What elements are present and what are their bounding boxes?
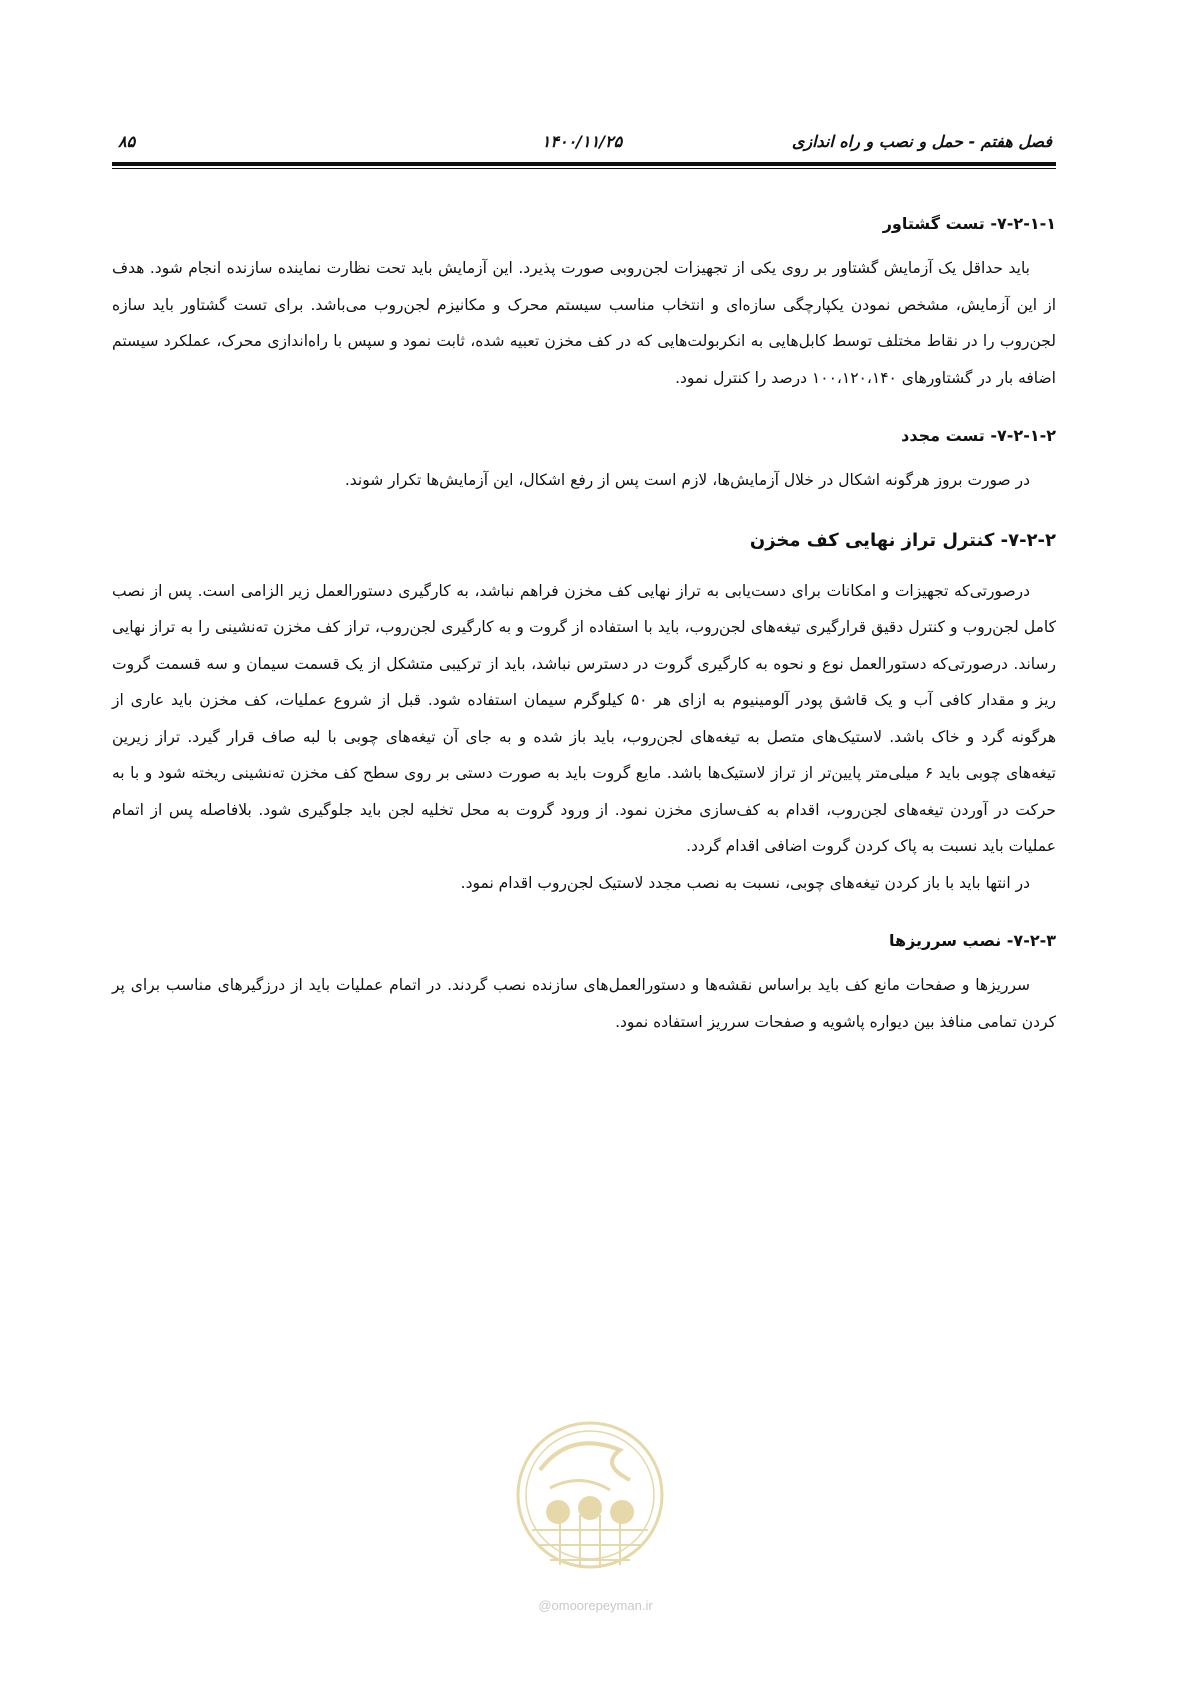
- page-number: ۸۵: [118, 132, 136, 151]
- section-heading: ۷-۲-۲- کنترل تراز نهایی کف مخزن: [749, 529, 1056, 551]
- watermark-logo: [510, 1410, 670, 1580]
- watermark-url: @omoorepeyman.ir: [538, 1598, 653, 1613]
- header-rule: [112, 162, 1056, 166]
- chapter-title: فصل هفتم - حمل و نصب و راه اندازی: [791, 132, 1052, 151]
- section-heading: ۷-۲-۱-۱- تست گشتاور: [882, 214, 1056, 233]
- document-body: [112, 212, 1056, 1040]
- header-rule-thin: [112, 168, 1056, 169]
- paragraph: درصورتی‌که تجهیزات و امکانات برای دست‌یابی به تراز نهایی کف مخزن فراهم نباشد، به کارگیری دستورالعمل زیر الزامی است. پس از نصب کامل لجن‌روب و کنترل دقیق قرارگیری تیغه‌های لجن‌روب، باید با استفاده از گروت و به کارگیری لجن‌روب، تراز کف مخزن ته‌نشینی را به تراز نهایی رساند. درصورتی‌که دستورالعمل نوع و نحوه به کارگیری گروت در دسترس نباشد، باید از ترکیبی متشکل از یک قسمت سیمان و سه قسمت گروت ریز و مقدار کافی آب و یک قاشق پودر آلومینیوم به ازای هر ۵۰ کیلوگرم سیمان استفاده شود. قبل از شروع عملیات، کف مخزن باید عاری از هرگونه گرد و خاک باشد. لاستیک‌های متصل به تیغه‌های لجن‌روب، باید باز شده و به جای آن تیغه‌های چوبی با لبه صاف قرار گیرد. تراز زیرین تیغه‌های چوبی باید ۶ میلی‌متر پایین‌تر از تراز لاستیک‌ها باشد. مایع گروت باید به صورت دستی بر روی سطح کف مخزن ته‌نشینی ریخته شود و با به حرکت در آوردن تیغه‌های لجن‌روب، اقدام به کف‌سازی مخزن نمود. از ورود گروت به محل تخلیه لجن باید جلوگیری شود. بلافاصله پس از اتمام عملیات باید نسبت به پاک کردن گروت اضافی اقدام گردد.: [112, 581, 1056, 855]
- page-header: [112, 126, 1052, 160]
- paragraph: در انتها باید با باز کردن تیغه‌های چوبی، نسبت به نصب مجدد لاستیک لجن‌روب اقدام نمود.: [460, 873, 1030, 892]
- paragraph: سرریزها و صفحات مانع کف باید براساس نقشه‌ها و دستورالعمل‌های سازنده نصب گردند. در اتمام عملیات باید از درزگیرهای مناسب برای پر کردن تمامی منافذ بین دیواره پاشویه و صفحات سرریز استفاده نمود.: [112, 976, 1056, 1031]
- section-heading: ۷-۲-۱-۲- تست مجدد: [901, 426, 1056, 445]
- paragraph: باید حداقل یک آزمایش گشتاور بر روی یکی از تجهیزات لجن‌روبی صورت پذیرد. این آزمایش باید تحت نظارت نماینده سازنده انجام شود. هدف از این آزمایش، مشخص نمودن یکپارچگی سازه‌ای و انتخاب مناسب سیستم محرک و مکانیزم لجن‌روب می‌باشد. برای تست گشتاور باید سازه لجن‌روب را در نقاط مختلف توسط کابل‌هایی به انکربولت‌هایی که در کف مخزن تعبیه شده، ثابت نمود و سپس با راه‌اندازی محرک، عملکرد سیستم اضافه بار در گشتاورهای ۱۰۰،۱۲۰،۱۴۰ درصد را کنترل نمود.: [112, 259, 1056, 387]
- paragraph: در صورت بروز هرگونه اشکال در خلال آزمایش‌ها، لازم است پس از رفع اشکال، این آزمایش‌ها تکرار شوند.: [344, 471, 1030, 489]
- section-heading: ۷-۲-۳- نصب سرریزها: [888, 931, 1056, 950]
- header-date: ۱۴۰۰/۱۱/۲۵: [541, 132, 623, 151]
